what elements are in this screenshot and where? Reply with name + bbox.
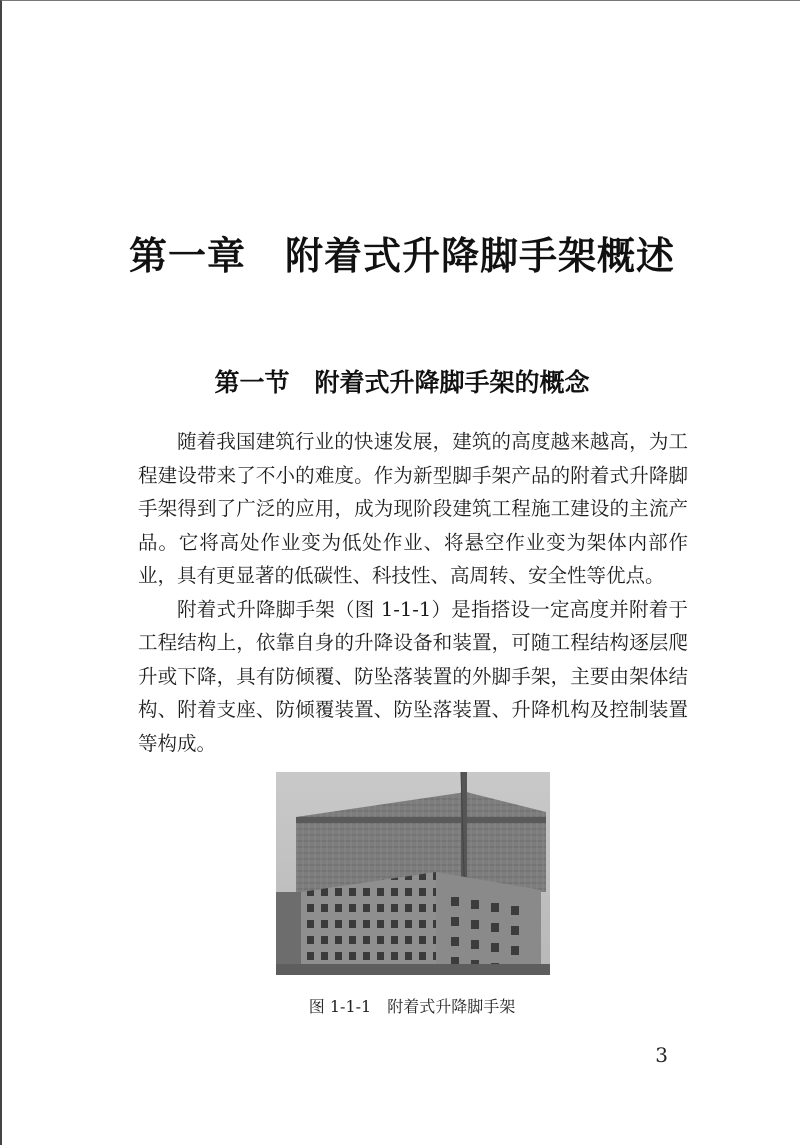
page-number: 3 xyxy=(655,1043,668,1067)
section-title: 第一节 附着式升降脚手架的概念 xyxy=(214,368,590,397)
body-text xyxy=(138,425,688,760)
building-photo xyxy=(276,772,550,975)
paragraph-2: 附着式升降脚手架（图 1-1-1）是指搭设一定高度并附着于工程结构上，依靠自身的升降设备和装置，可随工程结构逐层爬升或下降，具有防倾覆、防坠落装置的外脚手架，主要由架体结构、附着支座、防倾覆装置、防坠落装置、升降机构及控制装置等构成。 xyxy=(138,597,688,755)
figure-caption-text: 附着式升降脚手架 xyxy=(387,997,516,1016)
figure-caption xyxy=(2,994,800,1017)
paragraph-1: 随着我国建筑行业的快速发展，建筑的高度越来越高，为工程建设带来了不小的难度。作为新型脚手架产品的附着式升降脚手架得到了广泛的应用，成为现阶段建筑工程施工建设的主流产品。它将高处作业变为低处作业、将悬空作业变为架体内部作业，具有更显著的低碳性、科技性、高周转、安全性等优点。 xyxy=(138,430,688,587)
figure-number: 图 1-1-1 xyxy=(308,997,372,1016)
chapter-title: 第一章 附着式升降脚手架概述 xyxy=(128,234,675,278)
